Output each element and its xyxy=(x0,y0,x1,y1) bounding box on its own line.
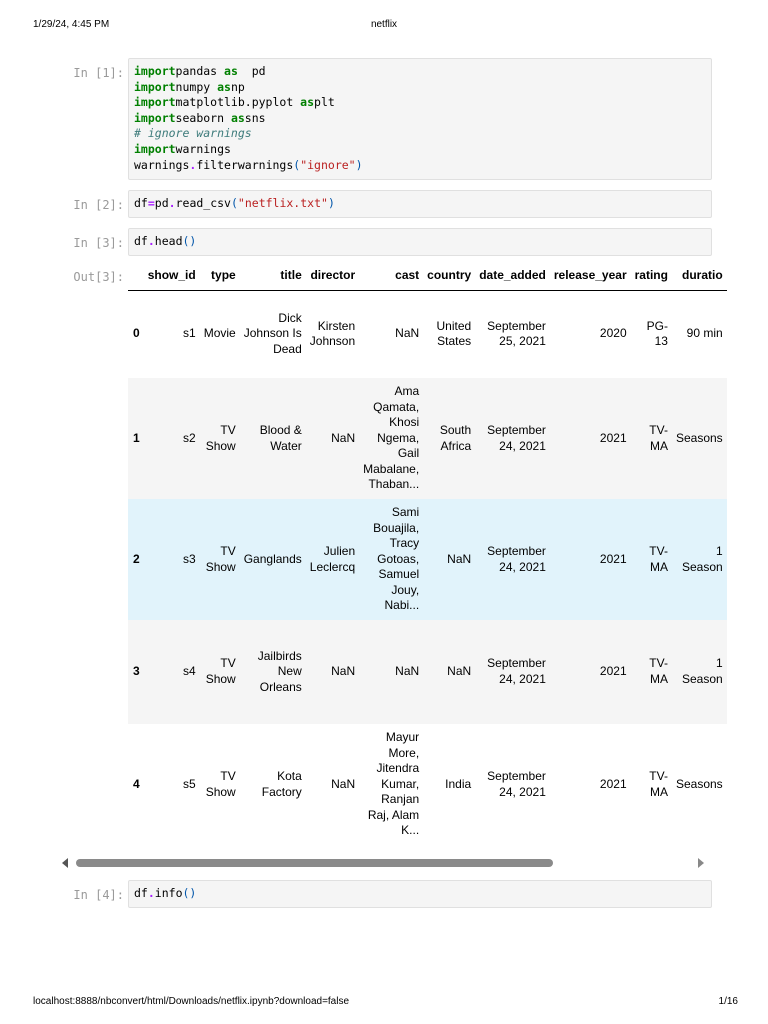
table-cell: NaN xyxy=(447,664,472,679)
table-cell: Dick Johnson Is Dead xyxy=(243,310,302,357)
code-token: as xyxy=(230,110,245,125)
column-header: country xyxy=(423,262,475,290)
code-token: df xyxy=(134,234,148,248)
table-cell: Sami Bouajila, Tracy Gotoas, Samuel Jouy, Nabi... xyxy=(373,504,420,613)
code-token: as xyxy=(217,79,231,94)
column-header: duratio xyxy=(672,262,727,290)
code-cell-3[interactable] xyxy=(128,228,712,256)
code-token: ) xyxy=(355,157,363,172)
code-token: . xyxy=(147,886,155,900)
table-row xyxy=(128,378,727,499)
print-datetime: 1/29/24, 4:45 PM xyxy=(33,19,110,30)
code-token: import xyxy=(134,64,176,78)
code-token: pd xyxy=(154,196,169,210)
table-cell: September 24, 2021 xyxy=(487,656,546,686)
code-token: read_csv xyxy=(175,196,231,210)
row-index: 2 xyxy=(133,551,140,566)
code-line xyxy=(134,126,706,142)
table-cell: Julien Leclercq xyxy=(309,543,356,574)
dataframe-table xyxy=(128,262,727,845)
column-header: rating xyxy=(631,262,672,290)
code-line xyxy=(134,95,706,111)
dataframe-output xyxy=(128,262,723,842)
code-cell-1[interactable] xyxy=(128,58,712,180)
table-cell: TV Show xyxy=(205,422,236,453)
code-token: . xyxy=(168,196,176,210)
code-line xyxy=(134,64,706,80)
code-line xyxy=(134,196,706,212)
output-prompt: Out[3]: xyxy=(73,270,124,284)
table-cell: TV-MA xyxy=(649,422,668,453)
table-cell: NaN xyxy=(331,430,356,445)
print-footer xyxy=(0,996,768,1010)
table-cell: Seasons xyxy=(675,776,723,791)
table-cell: Seasons xyxy=(675,430,723,445)
code-token: sns xyxy=(244,110,266,125)
column-header: date_added xyxy=(475,262,550,290)
table-cell: 2021 xyxy=(599,664,627,679)
code-token: import xyxy=(134,95,176,110)
code-token: "ignore" xyxy=(300,157,356,172)
table-cell: NaN xyxy=(447,551,472,566)
code-token: numpy xyxy=(175,79,218,94)
table-cell: s4 xyxy=(183,664,196,679)
table-row xyxy=(128,620,727,724)
code-line xyxy=(134,234,706,250)
code-token: ) xyxy=(327,196,335,210)
table-cell: Kota Factory xyxy=(261,768,302,799)
table-cell: Mayur More, Jitendra Kumar, Ranjan Raj, Alam K... xyxy=(367,729,420,838)
code-token: as xyxy=(224,64,238,78)
column-header xyxy=(128,262,144,290)
table-cell: 2021 xyxy=(599,776,627,791)
code-token: . xyxy=(189,157,197,172)
print-url: localhost:8888/nbconvert/html/Downloads/netflix.ipynb?download=false xyxy=(33,996,350,1007)
table-cell: September 24, 2021 xyxy=(487,543,546,574)
scrollbar-thumb[interactable] xyxy=(76,859,553,867)
table-cell: South Africa xyxy=(439,422,472,453)
code-token: np xyxy=(230,79,245,94)
table-row xyxy=(128,290,727,378)
code-line xyxy=(134,886,706,902)
table-cell: NaN xyxy=(395,664,420,679)
code-token: as xyxy=(300,95,315,110)
table-cell: PG-13 xyxy=(646,318,668,349)
table-cell: 2021 xyxy=(599,430,627,445)
table-cell: Kirsten Johnson xyxy=(309,318,356,349)
code-token: head xyxy=(154,234,183,248)
code-token: # ignore warnings xyxy=(134,126,252,141)
code-token: df xyxy=(134,196,148,210)
code-token: pd xyxy=(237,64,266,78)
code-token: info xyxy=(154,886,183,900)
table-cell: United States xyxy=(436,318,472,349)
column-header: show_id xyxy=(144,262,200,290)
code-token: matplotlib.pyplot xyxy=(175,95,301,110)
code-token: . xyxy=(147,234,155,248)
table-cell: 90 min xyxy=(686,326,723,341)
row-index: 0 xyxy=(133,326,140,341)
table-cell: s2 xyxy=(183,430,196,445)
code-token: warnings xyxy=(175,141,231,156)
code-token: = xyxy=(147,196,155,210)
table-cell: 1 Season xyxy=(681,543,723,574)
print-header xyxy=(0,19,768,33)
code-token: plt xyxy=(314,95,335,110)
scroll-left-arrow-icon[interactable] xyxy=(62,858,68,868)
table-cell: s3 xyxy=(183,551,196,566)
code-line xyxy=(134,158,706,174)
scroll-right-arrow-icon[interactable] xyxy=(698,858,704,868)
code-token: pandas xyxy=(175,64,225,78)
code-token: "netflix.txt" xyxy=(237,196,328,210)
table-cell: NaN xyxy=(331,776,356,791)
column-header: director xyxy=(306,262,359,290)
code-token: import xyxy=(134,141,176,156)
code-token: () xyxy=(182,886,197,900)
code-line xyxy=(134,111,706,127)
table-row xyxy=(128,499,727,620)
table-cell: Ganglands xyxy=(243,551,302,566)
table-cell: s5 xyxy=(183,776,196,791)
column-header: release_year xyxy=(550,262,631,290)
print-title: netflix xyxy=(370,19,398,30)
code-token: ( xyxy=(230,196,238,210)
row-index: 4 xyxy=(133,776,140,791)
code-token: import xyxy=(134,110,176,125)
code-token: df xyxy=(134,886,148,900)
code-line xyxy=(134,142,706,158)
table-cell: NaN xyxy=(331,664,356,679)
table-cell: 1 Season xyxy=(681,656,723,686)
table-cell: September 25, 2021 xyxy=(487,318,546,349)
cell-prompt: In [3]: xyxy=(73,236,124,250)
table-cell: TV-MA xyxy=(649,768,668,799)
table-cell: Movie xyxy=(203,326,236,341)
code-token: filterwarnings xyxy=(196,157,294,172)
table-cell: Jailbirds New Orleans xyxy=(257,648,302,694)
table-cell: NaN xyxy=(395,326,420,341)
table-row xyxy=(128,724,727,845)
column-header: type xyxy=(200,262,240,290)
table-cell: TV-MA xyxy=(649,543,668,574)
row-index: 1 xyxy=(133,430,140,445)
code-token: seaborn xyxy=(175,110,231,125)
row-index: 3 xyxy=(133,664,140,679)
table-cell: 2020 xyxy=(599,326,627,341)
horizontal-scrollbar[interactable] xyxy=(62,856,710,870)
table-cell: September 24, 2021 xyxy=(487,768,546,799)
scrollbar-track[interactable] xyxy=(76,859,696,867)
table-cell: s1 xyxy=(183,326,196,341)
cell-prompt: In [1]: xyxy=(73,66,124,80)
code-cell-4[interactable] xyxy=(128,880,712,908)
table-header-row xyxy=(128,262,727,290)
table-cell: TV Show xyxy=(205,656,236,686)
page-number: 1/16 xyxy=(718,996,738,1007)
code-token: warnings xyxy=(134,157,190,172)
code-token: import xyxy=(134,79,176,94)
table-cell: Blood & Water xyxy=(259,422,302,453)
code-line xyxy=(134,80,706,96)
column-header: cast xyxy=(359,262,423,290)
table-cell: 2021 xyxy=(599,551,627,566)
table-cell: TV-MA xyxy=(649,656,668,686)
table-cell: India xyxy=(445,776,472,791)
code-token: ( xyxy=(293,157,301,172)
table-cell: Ama Qamata, Khosi Ngema, Gail Mabalane, Thaban... xyxy=(363,383,420,492)
column-header: title xyxy=(240,262,306,290)
table-cell: TV Show xyxy=(205,768,236,799)
code-cell-2[interactable] xyxy=(128,190,712,218)
code-token: () xyxy=(182,234,197,248)
table-cell: September 24, 2021 xyxy=(487,422,546,453)
cell-prompt: In [4]: xyxy=(73,888,124,902)
table-cell: TV Show xyxy=(205,543,236,574)
cell-prompt: In [2]: xyxy=(73,198,124,212)
